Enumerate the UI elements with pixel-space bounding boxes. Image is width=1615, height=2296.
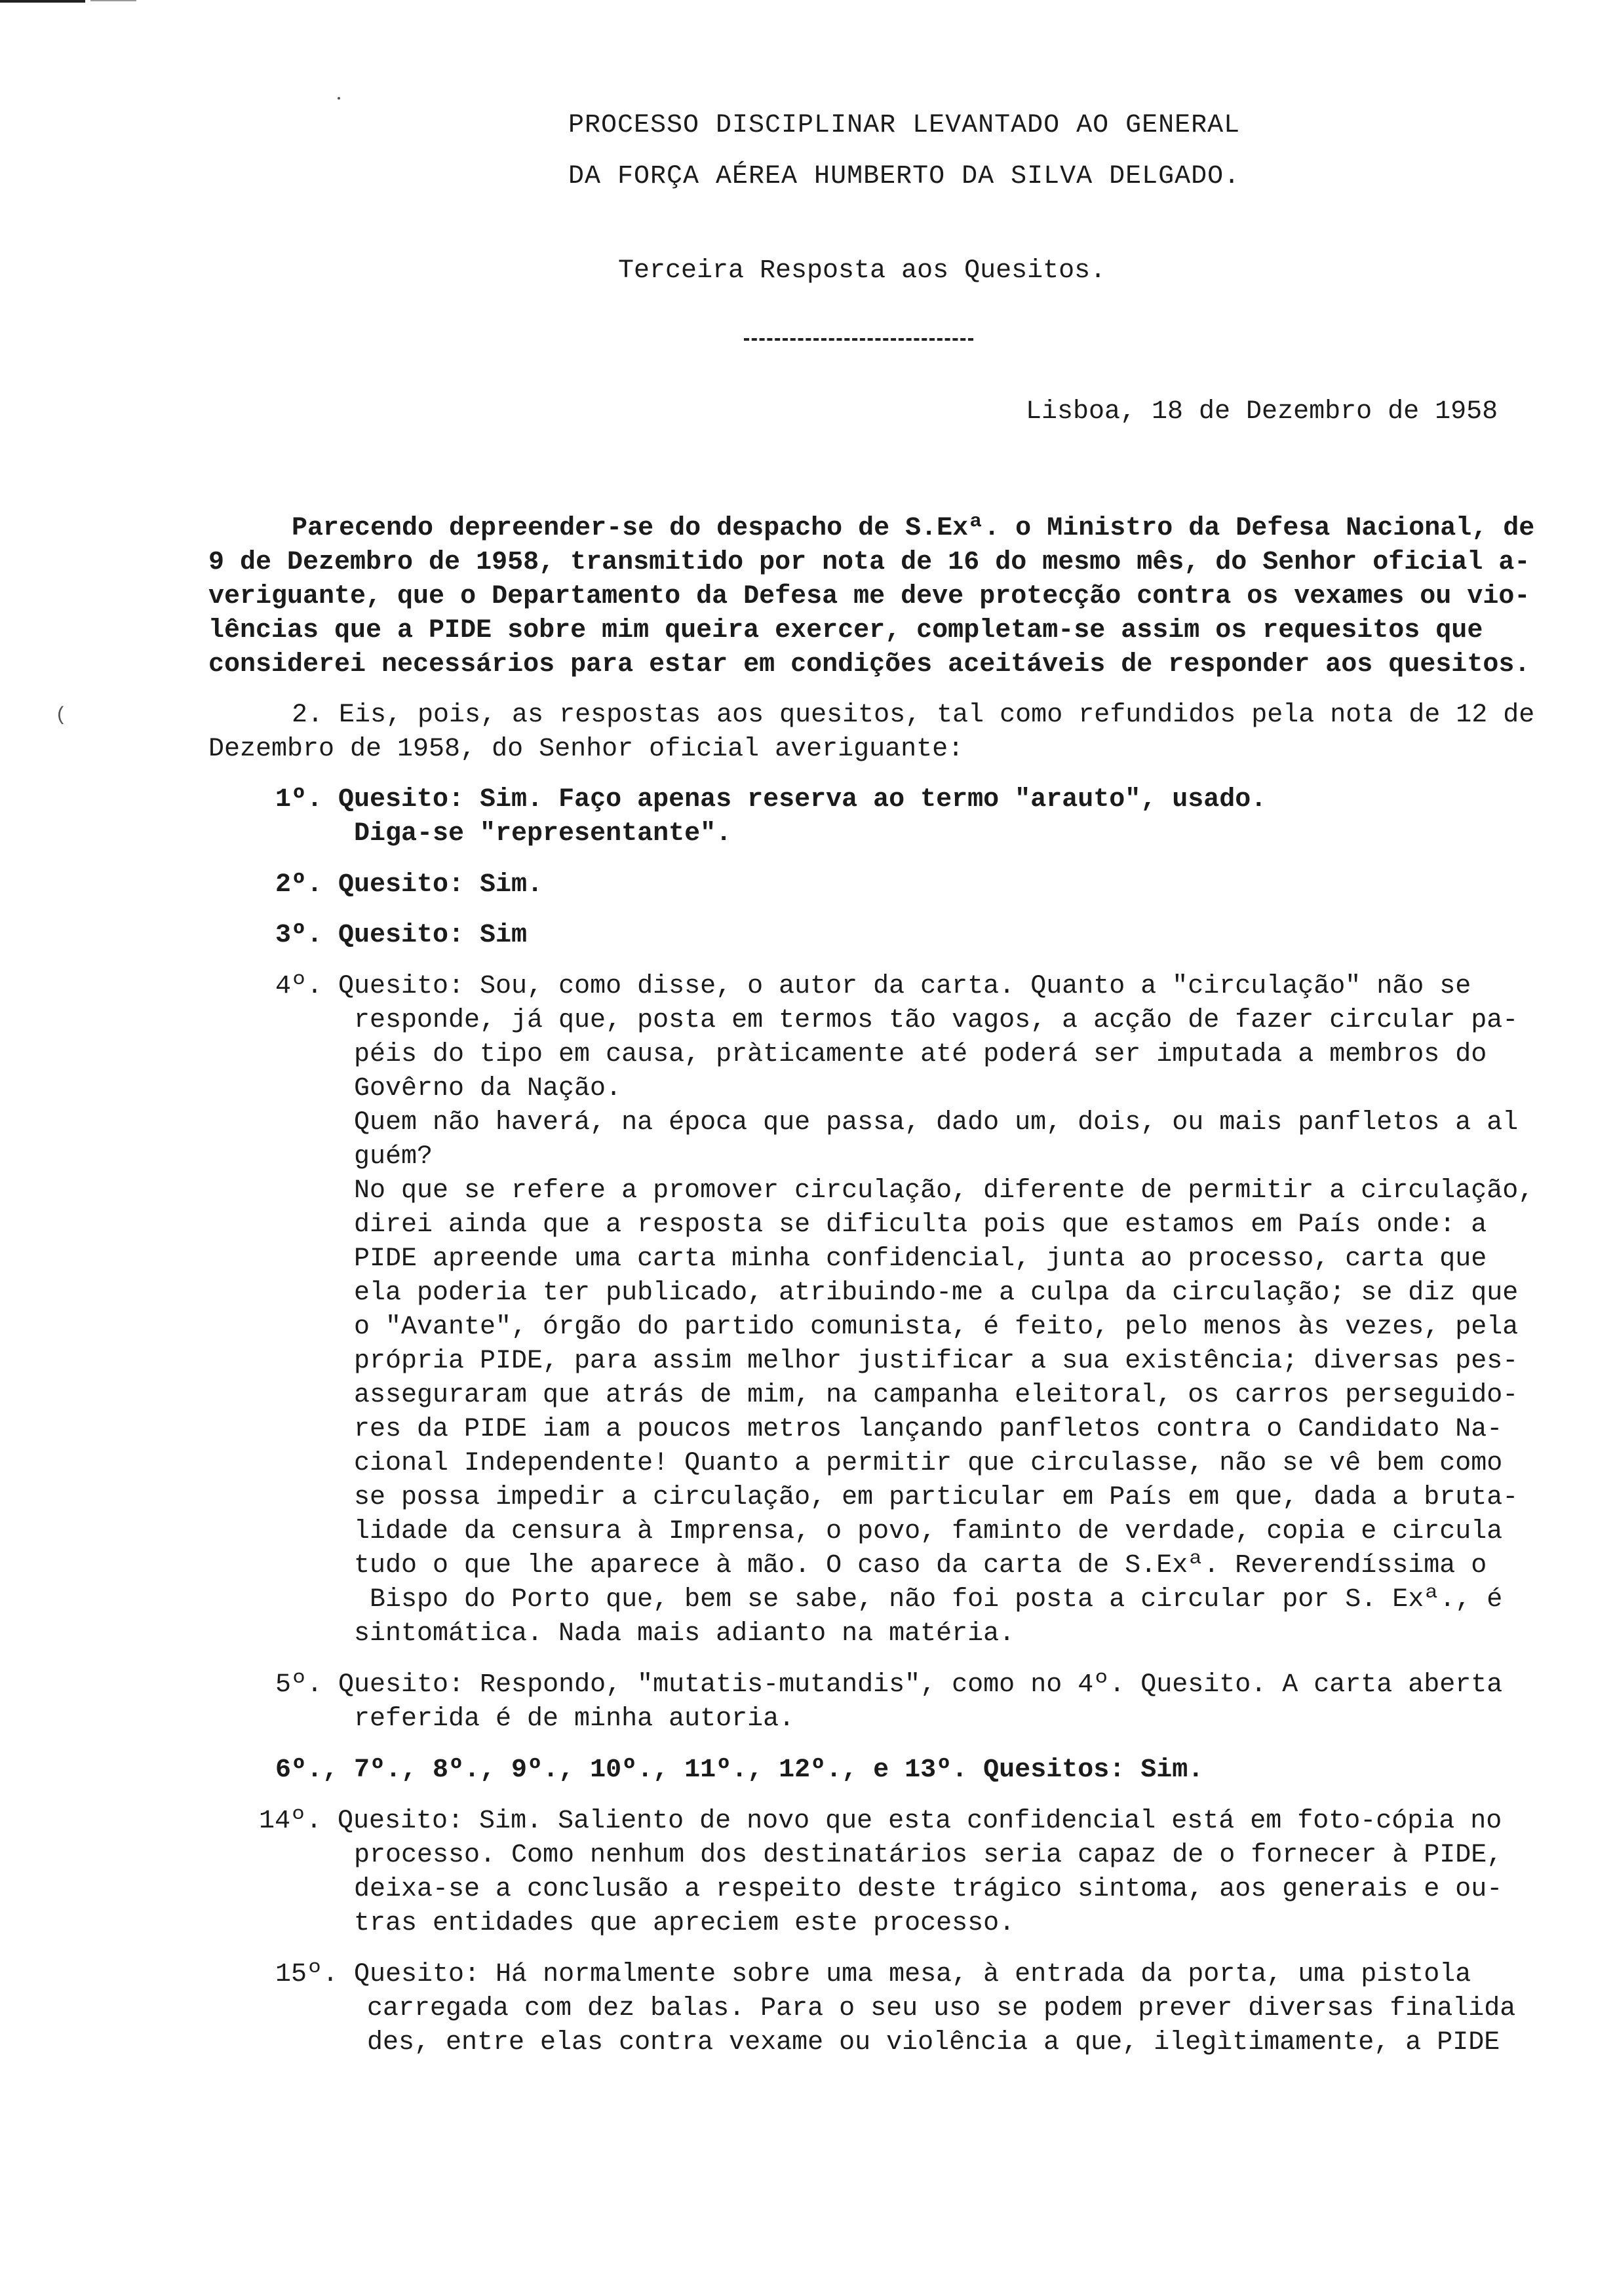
scan-edge-mark [0, 0, 85, 3]
answer-q4-line: asseguraram que atrás de mim, na campanha eleitoral, os carros perseguido- [354, 1381, 1519, 1410]
answer-q4-line: péis do tipo em causa, pràticamente até poderá ser imputada a membros do [354, 1040, 1487, 1069]
intro-line: Parecendo depreender-se do despacho de S.Exª. o Ministro da Defesa Nacional, de [292, 514, 1535, 543]
intro-line: 9 de Dezembro de 1958, transmitido por nota de 16 do mesmo mês, do Senhor oficial a- [208, 548, 1530, 577]
para2-line: 2. Eis, pois, as respostas aos quesitos, tal como refundidos pela nota de 12 de [292, 700, 1535, 730]
answer-q15-line: carregada com dez balas. Para o seu uso se podem prever diversas finalida [367, 1994, 1516, 2023]
header-divider [744, 338, 973, 341]
header-line-2: DA FORÇA AÉREA HUMBERTO DA SILVA DELGADO. [568, 162, 1241, 191]
answer-q4-line: direi ainda que a resposta se dificulta pois que estamos em País onde: a [354, 1210, 1487, 1240]
scan-edge-mark [90, 0, 136, 1]
answer-q14-line: tras entidades que apreciem este processo. [354, 1909, 1015, 1938]
answer-q4-line: No que se refere a promover circulação, diferente de permitir a circulação, [354, 1176, 1534, 1206]
answer-q3: 3º. Quesito: Sim [275, 921, 528, 950]
answer-q4-line: res da PIDE iam a poucos metros lançando panfletos contra o Candidato Na- [354, 1415, 1503, 1444]
intro-line: veriguante, que o Departamento da Defesa me deve protecção contra os vexames ou vio- [208, 582, 1530, 611]
document-subtitle: Terceira Resposta aos Quesitos. [618, 256, 1106, 286]
answer-q14-line: deixa-se a conclusão a respeito deste trágico sintoma, aos generais e ou- [354, 1875, 1503, 1904]
answer-q4-line: guém? [354, 1142, 433, 1172]
answer-q15-line: des, entre elas contra vexame ou violência a que, ilegìtimamente, a PIDE [367, 2028, 1500, 2057]
para2-line: Dezembro de 1958, do Senhor oficial averiguante: [208, 735, 964, 764]
answer-q4-line: 4º. Quesito: Sou, como disse, o autor da carta. Quanto a "circulação" não se [275, 972, 1471, 1001]
answer-q1-line: Diga-se "representante". [354, 819, 732, 849]
document-date: Lisboa, 18 de Dezembro de 1958 [1026, 397, 1498, 427]
header-line-1: PROCESSO DISCIPLINAR LEVANTADO AO GENERAL [568, 111, 1241, 140]
answer-q4-line: sintomática. Nada mais adianto na matéria. [354, 1619, 1015, 1649]
answer-q6-13: 6º., 7º., 8º., 9º., 10º., 11º., 12º., e 13º. Quesitos: Sim. [275, 1755, 1204, 1785]
answer-q4-line: lidade da censura à Imprensa, o povo, faminto de verdade, copia e circula [354, 1517, 1503, 1546]
answer-q15-line: 15º. Quesito: Há normalmente sobre uma mesa, à entrada da porta, uma pistola [275, 1960, 1471, 1989]
intro-line: considerei necessários para estar em condições aceitáveis de responder aos quesitos. [208, 650, 1530, 679]
answer-q5-line: 5º. Quesito: Respondo, "mutatis-mutandis", como no 4º. Quesito. A carta aberta [275, 1670, 1503, 1700]
scan-speck [338, 97, 340, 100]
answer-q14-line: processo. Como nenhum dos destinatários seria capaz de o fornecer à PIDE, [354, 1841, 1503, 1870]
answer-q4-line: Bispo do Porto que, bem se sabe, não foi posta a circular por S. Exª., é [354, 1585, 1503, 1615]
answer-q4-line: PIDE apreende uma carta minha confidencial, junta ao processo, carta que [354, 1244, 1487, 1274]
answer-q4-line: o "Avante", órgão do partido comunista, é feito, pelo menos às vezes, pela [354, 1312, 1519, 1342]
answer-q4-line: ela poderia ter publicado, atribuindo-me a culpa da circulação; se diz que [354, 1278, 1519, 1308]
answer-q4-line: responde, já que, posta em termos tão vagos, a acção de fazer circular pa- [354, 1006, 1519, 1035]
answer-q4-line: se possa impedir a circulação, em particular em País em que, dada a bruta- [354, 1483, 1519, 1512]
answer-q4-line: Govêrno da Nação. [354, 1074, 622, 1103]
answer-q14-line: 14º. Quesito: Sim. Saliento de novo que esta confidencial está em foto-cópia no [259, 1807, 1502, 1836]
answer-q4-line: tudo o que lhe aparece à mão. O caso da carta de S.Exª. Reverendíssima o [354, 1551, 1487, 1580]
answer-q4-line: cional Independente! Quanto a permitir que circulasse, não se vê bem como [354, 1449, 1503, 1478]
answer-q4-line: Quem não haverá, na época que passa, dado um, dois, ou mais panfletos a al [354, 1108, 1519, 1138]
answer-q5-line: referida é de minha autoria. [354, 1704, 795, 1734]
margin-mark: ( [55, 704, 68, 727]
answer-q4-line: própria PIDE, para assim melhor justificar a sua existência; diversas pes- [354, 1347, 1519, 1376]
answer-q2: 2º. Quesito: Sim. [275, 870, 543, 900]
intro-line: lências que a PIDE sobre mim queira exercer, completam-se assim os requesitos que [208, 616, 1483, 645]
answer-q1-line: 1º. Quesito: Sim. Faço apenas reserva ao termo "arauto", usado. [275, 785, 1267, 814]
